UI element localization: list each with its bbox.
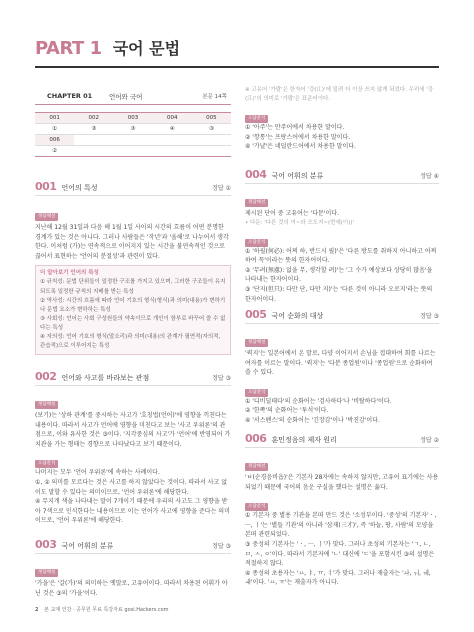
section-001-body	[35, 202, 231, 355]
section-002-body	[35, 390, 231, 526]
list-item: ③ 중성의 기본자는 'ㆍ, ㅡ, ㅣ'가 맞다. 그러나 초성의 기본자는 'ㄱ, ㄴ, ㅁ, ㅅ, ㅇ'이다. 따라서 기본자에 'ㄴ' 대신에 'ㄷ'을 포함시킨 ③의 설명은 적절하지 않다.	[245, 540, 435, 568]
explanation-tag: 정답해설	[245, 339, 268, 347]
section-title: 국어 어휘의 분류	[271, 172, 324, 180]
list-item: ④ 종성의 초용자는 'ㅛ, ㅑ, ㅠ, ㅕ'가 맞다. 그러나 재출자는 'ㅘ, ㅝ, ㅞ, ㅙ'이다. 'ㅛ, ㅠ'는 재출자가 아니다.	[245, 569, 431, 587]
wrong-answer-tag: 오답분석	[245, 389, 268, 397]
table-cell: ③	[208, 126, 214, 132]
divider	[35, 553, 231, 554]
wrong-answer-tag: 오답분석	[245, 239, 268, 247]
divider	[245, 183, 439, 184]
table-cell: 003	[113, 113, 152, 123]
explanation-text: (보기)는 '상하 관계'를 중시하는 사고가 '호칭법(언어)'에 영향을 끼친다는 내용이다. 따라서 사고가 언어에 영향을 미친다고 보는 '사고 우위론'의 관점으로, 이와 유사한 것은 ③이다. '지각중심의 사고'가 '언어'에 반영되어 가치관을 가는 형태는 경향으로 나타났다고 보기 때문이다.	[35, 412, 231, 448]
explanation-tag: 정답해설	[35, 213, 58, 221]
section-answer: 정답 ③	[212, 375, 231, 382]
tip-item: ③ 사회성: 언어는 사회 구성원들의 약속이므로 개인이 함부로 바꾸어 쓸 수 없다는 특성	[40, 315, 226, 331]
section-004-body	[245, 188, 439, 304]
list-item: ① '하필(何必): 어찌 하, 반드시 필)'은 '다른 방도를 취하지 아니하고 어찌하여 꼭'이라는 뜻의 한자어이다.	[245, 247, 437, 265]
explanation-text: 제시된 단어 중 고유어는 '다문'이다.	[245, 210, 339, 217]
list-item: ④ '가냘'은 네덜란드어에서 차용한 말이다.	[245, 143, 356, 151]
section-006-header	[245, 432, 439, 445]
divider	[35, 195, 231, 196]
explanation-tag: 정답해설	[245, 463, 268, 471]
table-cell: 006	[35, 135, 74, 145]
section-number: 002	[35, 370, 57, 383]
list-item: ④ 무지개 색을 나타내는 말이 7개이기 때문에 우리의 사고도 그 영향을 받아 7색으로 인식한다는 내용이므로 이는 언어가 사고에 영향을 준다는 의미이므로, '언어 우위론'에 해당한다.	[35, 498, 230, 525]
chapter-label: CHAPTER 01	[47, 92, 93, 100]
chapter-name: 언어와 국어	[109, 93, 143, 101]
wrong-answer-tag: 오답분석	[35, 460, 58, 468]
footer-text: 본 교재 인강 · 공무원 무료 특강자료 gosi.Hackers.com	[44, 607, 169, 613]
intro-text: ※ 고유어 '가람'은 한자어 '강(江)'에 밀려 더 이상 쓰지 않게 되었다. 우리에 '강(江)'의 의미로 '가람'은 표준어이다.	[245, 87, 434, 103]
explanation-tag: 정답해설	[35, 401, 58, 409]
divider	[245, 323, 439, 324]
tip-box	[35, 265, 231, 355]
note-text: 나머지는 모두 '언어 우위론'에 속하는 사례이다.	[35, 469, 160, 477]
table-cell: ②	[52, 148, 58, 154]
list-item: ② '한쪽'의 순화어는 '투석'이다.	[245, 407, 329, 415]
table-cell: 005	[192, 113, 231, 123]
divider	[35, 385, 231, 386]
chapter-header	[35, 90, 231, 105]
section-answer: 정답 ③	[420, 313, 439, 320]
section-number: 006	[245, 432, 267, 445]
part-title: 국어 문법	[112, 39, 181, 58]
section-001-header	[35, 180, 231, 193]
footer	[35, 606, 335, 613]
chapter-page: 본문 14쪽	[202, 94, 227, 100]
tip-item: ④ 자의성: 언어 기호의 형식(말소리)과 의미(내용)의 관계가 필연적(자의적, 관습적)으로 이루어지는 특성	[40, 333, 221, 349]
section-006-body	[245, 452, 439, 588]
page-number: 2	[35, 607, 39, 613]
explanation-tag: 정답해설	[35, 569, 58, 577]
right-top-block	[245, 86, 439, 152]
section-002-header	[35, 370, 231, 383]
section-number: 001	[35, 180, 57, 193]
section-title: 훈민정음의 제자 원리	[271, 436, 337, 444]
list-item: ③ '단지(但只): 다만 단, 다만 지)'는 '다른 것이 아니라 오로지'라는 뜻의 한자어이다.	[245, 286, 433, 303]
list-item: ① '디비딜태다'의 순화어는 '검사하다'나 '비탈하다'이다.	[245, 397, 392, 405]
header-bar	[35, 36, 435, 64]
answer-table	[35, 112, 231, 157]
section-005-body	[245, 328, 439, 426]
section-number: 005	[245, 308, 267, 321]
list-item: ① 기본자 중 별용 기관을 본떠 만드 것은 '소성부이다. '중성'의 기본자'ㆍ, ㅡ, ㅣ'는 '별들 기관'의 아니라 '삼재(三才)', 즉 '하늘, 땅, 사람'의 모양을 본떠 관련되었다.	[245, 512, 437, 539]
list-item: ①, ② 의미를 모르다는 것은 사고를 하지 않았다는 것이다. 따라서 사고 없이도 말할 수 있다는 의미이므로, '언어 우위론'에 해당한다.	[35, 478, 228, 496]
section-number: 003	[35, 538, 57, 551]
list-item: ④ '서스펜스'의 순화어는 '긴장감'이나 '박진감'이다.	[245, 416, 380, 424]
table-cell: 001	[35, 113, 74, 123]
table-cell: ①	[52, 126, 58, 132]
list-item: ② '무려(無慮): 없을 무, 생각할 려)'는 '그 수가 예상보다 상당히 많음'을 나타내는 한자어이다.	[245, 266, 433, 284]
section-title: 국어 순화의 대상	[271, 312, 324, 320]
explanation-text: '가을'은 '갈(가)'의 의미하는 옛말로, 고유어이다. 따라서 차용된 어휘가 아닌 것은 ③의 '가을'이다.	[35, 580, 228, 597]
section-003-header	[35, 538, 231, 551]
explanation-text: '퀵지'는 일본어에서 온 말로, 다양 이어지서 손님을 접대하여 회를 나르는 여자를 이르는 말이다. '퀵지'는 '다분 종업원'이나 '종업원'으로 순화하여 쓸 수 있다.	[245, 350, 436, 377]
part-label: PART 1	[35, 38, 102, 59]
tip-item: ② 역사성: 시간의 흐름에 따라 언어 기호의 형식(형식)과 의미(내용)가 변하기나 문법 요소가 변하하는 특성	[40, 297, 226, 313]
tip-title: 더 알아보기 언어의 특성	[40, 270, 99, 277]
section-title: 언어와 사고를 바라보는 관점	[61, 374, 150, 382]
table-cell: 004	[153, 113, 192, 123]
section-003-body	[35, 558, 231, 598]
section-title: 국어 어휘의 분류	[61, 542, 114, 550]
list-item: ② '깡통'는 프랑스어에서 차용한 말이다.	[245, 133, 351, 141]
section-answer: 정답 ③	[212, 543, 231, 550]
wrong-answer-tag: 오답분석	[245, 115, 268, 123]
list-item: ① '아주'는 만주어에서 차용한 말이다.	[245, 124, 345, 132]
wrong-answer-tag: 오답분석	[245, 503, 268, 511]
sub-text: • 다문: '다른 것의 여~라 오도지~(번예(이))'	[245, 219, 355, 226]
explanation-text: 'ㅂ(순경음비읍)'은 기본자 28자에는 속하지 않지만, 고유어 표기에는 사용되었기 때문에 국어의 음운 구실을 했다는 설명은 옳다.	[245, 474, 439, 491]
section-answer: 정답 ①	[212, 185, 231, 192]
section-answer: 정답 ④	[420, 173, 439, 180]
table-cell: ③	[91, 126, 97, 132]
divider	[245, 447, 439, 448]
section-answer: 정답 ②	[420, 437, 439, 444]
section-004-header	[245, 168, 439, 181]
section-005-header	[245, 308, 439, 321]
section-title: 언어의 특성	[61, 184, 98, 192]
header-underline	[35, 66, 439, 68]
explanation-tag: 정답해설	[245, 199, 268, 207]
tip-item: ① 규칙성: 문법 단위들이 일정한 구조를 가지고 있으며, 그러한 구조들이 유지되도록 일정한 규칙의 지배를 받는 특성	[40, 279, 226, 295]
table-cell: ③	[130, 126, 136, 132]
table-cell: 002	[74, 113, 113, 123]
explanation-text: 지난해 12월 31일과 다음 해 1월 1일 사이의 시간의 흐름이 어떤 분명한 경계가 있는 것은 아니다. 그러나 사람들은 '작년'과 '올해'로 나누어서 생각한다. 이처럼 (가)는 연속적으로 이어지지 있는 시간을 불연속적인 것으로 끊어서 표현하는 '언어의 분절성'과 관련이 있다.	[35, 224, 229, 260]
section-number: 004	[245, 168, 267, 181]
table-cell: ④	[169, 126, 175, 132]
